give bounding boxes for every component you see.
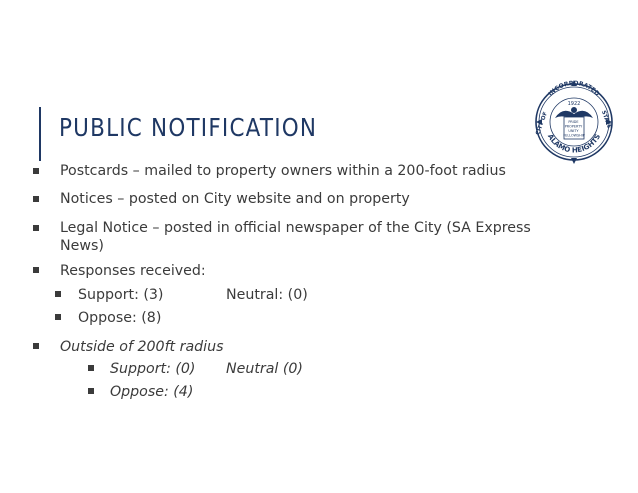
seal-banner: PRIDE PROPERTY UNITY FELLOWSHIP	[563, 120, 585, 138]
seal-left-text: CITY OF	[535, 111, 550, 137]
bullet-outside-neutral: Neutral (0)	[226, 361, 303, 377]
bullet-legal-notice-cont: News)	[60, 238, 104, 254]
bullet-marker	[33, 267, 39, 273]
bullet-notices: Notices – posted on City website and on property	[60, 191, 410, 207]
slide-title: PUBLIC NOTIFICATION	[59, 113, 318, 142]
bullet-marker	[55, 291, 61, 297]
bullet-outside-oppose: Oppose: (4)	[110, 384, 194, 400]
bullet-marker	[33, 168, 39, 174]
bullet-outside-support: Support: (0)	[110, 361, 196, 377]
bullet-marker	[88, 388, 94, 394]
bullet-legal-notice: Legal Notice – posted in official newspaper of the City (SA Express	[60, 220, 531, 236]
bullet-marker	[88, 365, 94, 371]
seal-top-text: INCORPORATED	[547, 79, 601, 98]
bullet-support: Support: (3)	[78, 287, 164, 303]
bullet-neutral: Neutral: (0)	[226, 287, 308, 303]
title-accent-bar	[39, 107, 41, 161]
seal-year: 1922	[567, 101, 581, 107]
bullet-marker	[33, 225, 39, 231]
bullet-oppose: Oppose: (8)	[78, 310, 162, 326]
seal-bottom-text: ALAMO HEIGHTS	[545, 132, 603, 155]
bullet-marker	[33, 196, 39, 202]
bullet-marker	[33, 343, 39, 349]
city-seal-logo	[533, 70, 615, 172]
bullet-outside-radius: Outside of 200ft radius	[60, 339, 224, 355]
bullet-marker	[55, 314, 61, 320]
svg-text:INCORPORATED	[547, 80, 601, 98]
bullet-responses: Responses received:	[60, 263, 206, 279]
seal-right-text: STATE	[599, 109, 612, 130]
bullet-postcards: Postcards – mailed to property owners within a 200-foot radius	[60, 163, 506, 179]
